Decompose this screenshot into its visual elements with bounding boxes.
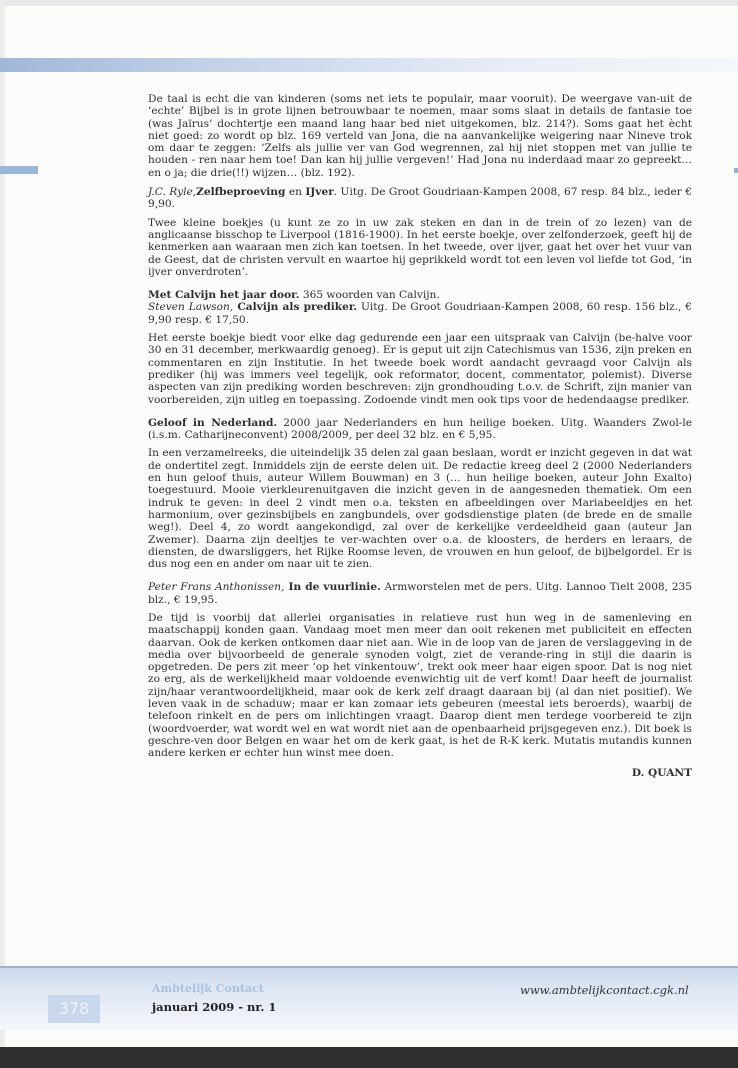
article-body	[148, 93, 692, 779]
book-title: In de vuurlinie.	[284, 581, 381, 594]
right-margin-marker	[734, 168, 738, 173]
book-author: J.C. Ryle,	[148, 186, 197, 199]
paragraph: Twee kleine boekjes (u kunt ze zo in uw zak steken en dan in de trein of zo lezen) van de anglicaanse bisschop te Liverpool (1816-1900). In het eerste boekje, over zelfonderzoek, geeft hij de kenmerken aan waaraan men zich kan toetsen. In het tweede, over ijver, gaat het over het vuur van de Geest, dat de christen vervult en waartoe hij geprikkeld wordt tot een leven vol liefde tot God, ‘in ijver onverdroten’.	[148, 216, 692, 278]
paragraph: Het eerste boekje biedt voor elke dag gedurende een jaar een uitspraak van Calvijn (be-halve voor 30 en 31 december, merkwaardig genoeg). Er is geput uit zijn Catechismus van 1536, zijn preken en commentaren en zijn Institutie. In het tweede boek wordt aandacht gevraagd voor Calvijn als prediker (hij was immers veel tegelijk, ook reformator, docent, commentator, polemist). Diverse aspecten van zijn prediking worden beschreven: zijn grondhouding t.o.v. de Schrift, zijn manier van voorbereiden, zijn uitleg en toepassing. Zodoende vindt men ook tips voor de hedendaagse prediker.	[148, 332, 692, 406]
reference-text: . Uitg. De Groot Goudriaan-Kampen 2008, 67 resp. 84 blz., ieder € 9,90.	[148, 186, 692, 211]
side-marker-tab	[0, 166, 38, 174]
paragraph: In een verzamelreeks, die uiteindelijk 35 delen zal gaan beslaan, wordt er inzicht gegeven in dat wat de ondertitel zegt. Inmiddels zijn de eerste delen uit. De redactie kreeg deel 2 (2000 Nederlanders en hun geloof thuis, auteur Willem Bouwman) en 3 (… hun heilige boeken, auteur John Exalto) toegestuurd. Mooie vierkleurenuitgaven die inzicht geven in de aangesneden thematiek. Om een indruk te geven: in deel 2 vindt men o.a. teksten en afbeeldingen over Mariabeeldjes en het harmonium, over gezinsbijbels en zangbundels, over godsdienstige platen (de brede en de smalle weg!). Deel 4, zo wordt aangekondigd, zal over de kerkelijke verdeeldheid gaan (auteur Jan Zwemer). Daarna zijn deeltjes te ver-wachten over o.a. de kloosters, de herders en leraars, de diensten, de dwarsliggers, het Rijke Roomse leven, de vrouwen en hun geloof, de bijbelgordel. Er is dus nog een en ander om naar uit te zien.	[148, 447, 692, 571]
paragraph: De tijd is voorbij dat allerlei organisaties in relatieve rust hun weg in de samenleving en maatschappij konden gaan. Vandaag moet men meer dan ooit rekenen met publiciteit en effecten daarvan. Ook de kerken ontkomen daar niet aan. Wie in de loop van de jaren de verslaggeving in de media over bijvoorbeeld de generale synoden volgt, ziet de verande-ring in stijl die daarin is opgetreden. De pers zit meer ‘op het vinkentouw’, trekt ook meer haar eigen spoor. Dat is nog niet zo erg, als de werkelijkheid maar voldoende evenwichtig uit de verf komt! Daar heeft de journalist zijn/haar verantwoordelijkheid, maar ook de kerk zelf draagt daaraan bij (al dan niet positief). We leven vaak in de schaduw; maar er kan zomaar iets gebeuren (meestal iets beroerds), waarbij de telefoon rinkelt en de pers om inlichtingen vraagt. Daarop dient men terdege voorbereid te zijn (woordvoerder, wat wordt wel en wat wordt niet aan de openbaarheid prijsgegeven enz.). Dit boek is geschre-ven door Belgen en waar het om de kerk gaat, is het de R-K kerk. Mutatis mutandis kunnen andere kerken er echter hun winst mee doen.	[148, 611, 692, 760]
book-title: Zelfbeproeving	[196, 186, 286, 199]
reference-text: Uitg. De Groot Goudriaan-Kampen 2008, 60 resp. 156 blz., € 9,90 resp. € 17,50.	[148, 301, 692, 326]
book-author: Peter Frans Anthonissen,	[148, 581, 285, 594]
issue-label: januari 2009 - nr. 1	[152, 1000, 277, 1014]
book-reference	[148, 289, 692, 301]
book-reference	[148, 301, 692, 326]
website-url: www.ambtelijkcontact.cgk.nl	[520, 983, 689, 997]
reference-text: 2000 jaar Nederlanders en hun heilige boeken. Uitg. Waanders Zwol-le (i.s.m. Catharijneconvent) 2008/2009, per deel 32 blz. en € 5,95.	[148, 416, 692, 442]
scan-edge-left	[0, 0, 5, 1068]
reference-text: 365 woorden van Calvijn.	[299, 289, 440, 302]
magazine-name: Ambtelijk Contact	[152, 982, 264, 995]
book-reference	[148, 581, 692, 606]
reference-text: en	[285, 186, 306, 199]
book-title: Calvijn als prediker.	[233, 301, 358, 314]
reference-text: Armworstelen met de pers. Uitg. Lannoo Tielt 2008, 235 blz., € 19,95.	[148, 581, 692, 606]
header-color-band	[0, 58, 738, 72]
book-title: IJver	[305, 186, 334, 199]
book-reference	[148, 186, 692, 211]
scan-edge-bottom	[0, 1047, 738, 1068]
book-reference	[148, 417, 692, 442]
scan-edge-top	[0, 0, 738, 6]
book-title: Geloof in Nederland.	[148, 416, 278, 429]
author-signature: D. QUANT	[631, 766, 692, 779]
footer-band	[0, 968, 738, 1030]
book-title: Met Calvijn het jaar door.	[148, 289, 300, 302]
paragraph: De taal is echt die van kinderen (soms net iets te populair, maar vooruit). De weergave van-uit de ‘echte’ Bijbel is in grote lijnen betrouwbaar te noemen, maar soms slaat in details de fantasie toe (was Jaïrus’ dochtertje een maand lang haar bed niet uitgekomen, blz. 214?). Soms gaat het ècht niet goed: zo wordt op blz. 169 verteld van Jona, die na aanvankelijke weigering naar Nineve trok om daar te zeggen: ‘Zelfs als jullie ver van God wegrennen, zal hij niet stoppen met van jullie te houden - ren naar hem toe! Dan kan hij jullie vergeven!’ Had Jona nu inderdaad maar zo gepreekt… en o ja; die drie(!!) wijzen… (blz. 192).	[148, 93, 692, 179]
book-author: Steven Lawson,	[148, 301, 234, 314]
page-number: 378	[58, 999, 90, 1018]
